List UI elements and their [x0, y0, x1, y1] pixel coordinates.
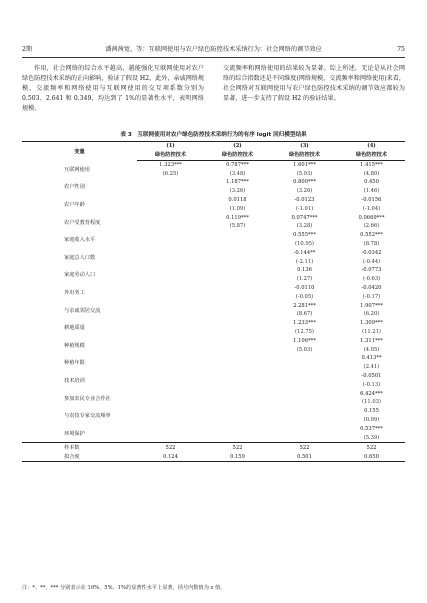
z-value-cell: (2.66): [363, 223, 380, 230]
coefficient-cell: 0.555***: [293, 232, 316, 239]
coefficient-cell: [137, 407, 204, 416]
stat-label: 拟合度: [22, 452, 137, 462]
z-value-cell: (1.46): [363, 188, 380, 195]
coefficient-cell: [137, 372, 204, 381]
coefficient-cell: [204, 266, 271, 275]
coefficient-cell: 0.0747***: [291, 214, 318, 221]
table-row: [22, 160, 405, 169]
coefficient-cell: [271, 424, 338, 433]
stat-value: 0.124: [137, 452, 204, 462]
z-value-cell: (12.75): [295, 329, 314, 336]
z-value-cell: (4.80): [363, 170, 380, 177]
column-number: (3): [271, 142, 338, 150]
row-label: 外出务工: [64, 289, 85, 296]
z-value-cell: [137, 187, 204, 196]
coefficient-cell: [204, 319, 271, 328]
z-value-cell: [204, 328, 271, 337]
row-label: 家庭劳动人口: [64, 272, 96, 279]
coefficient-cell: [137, 354, 204, 363]
coefficient-cell: 0.155: [364, 408, 379, 415]
z-value-cell: [204, 240, 271, 249]
stat-value: 522: [271, 443, 338, 453]
z-value-cell: (4.05): [363, 346, 380, 353]
stat-value: 0.159: [204, 452, 271, 462]
coefficient-cell: -0.0110: [294, 285, 315, 292]
coefficient-cell: [137, 248, 204, 257]
stat-value: 0.501: [271, 452, 338, 462]
coefficient-cell: -0.0342: [361, 249, 382, 256]
coefficient-cell: [204, 231, 271, 240]
z-value-cell: (1.27): [296, 276, 313, 283]
z-value-cell: [204, 416, 271, 425]
stat-value: 522: [204, 443, 271, 453]
row-label: 环境保护: [64, 430, 85, 437]
coefficient-cell: [204, 301, 271, 310]
table-row: [22, 196, 405, 205]
z-value-cell: (3.48): [229, 170, 246, 177]
coefficient-cell: 1.187***: [226, 179, 249, 186]
z-value-cell: [204, 275, 271, 284]
stat-value: 0.650: [338, 452, 405, 462]
row-label: 种植年限: [64, 360, 85, 367]
table-row: [22, 178, 405, 187]
coefficient-cell: 1.601***: [293, 161, 316, 168]
row-label: 种植规模: [64, 342, 85, 349]
header-rule: [22, 57, 405, 58]
z-value-cell: (3.26): [296, 188, 313, 195]
coefficient-cell: [137, 231, 204, 240]
z-value-cell: [204, 257, 271, 266]
coefficient-cell: [204, 424, 271, 433]
z-value-cell: (1.09): [229, 205, 246, 212]
z-value-cell: [271, 398, 338, 407]
column-name: 绿色防控技术: [204, 150, 271, 161]
page-number: 75: [397, 46, 405, 53]
z-value-cell: [137, 416, 204, 425]
z-value-cell: [204, 292, 271, 301]
coefficient-cell: [137, 389, 204, 398]
column-number: (4): [338, 142, 405, 150]
table-row: [22, 231, 405, 240]
table-row: [22, 248, 405, 257]
coefficient-cell: 0.136: [297, 267, 312, 274]
row-label: 技术培训: [64, 377, 85, 384]
coefficient-cell: [137, 266, 204, 275]
table-row: [22, 301, 405, 310]
table-row: [22, 266, 405, 275]
row-label: 耕地质量: [64, 325, 85, 332]
coefficient-cell: 0.800***: [293, 179, 316, 186]
z-value-cell: [137, 275, 204, 284]
running-title: 潘茜茜宽，等：互联网使用与农户绿色防控技术采纳行为：社会网络的调节效应: [105, 46, 322, 53]
coefficient-cell: [204, 284, 271, 293]
coefficient-cell: [204, 372, 271, 381]
z-value-cell: [204, 433, 271, 442]
coefficient-cell: 0.450: [364, 179, 379, 186]
coefficient-cell: 0.0118: [228, 197, 247, 204]
coefficient-cell: -0.0501: [361, 373, 382, 380]
body-column-right: [223, 64, 405, 104]
z-value-cell: (5.87): [229, 223, 246, 230]
coefficient-cell: [137, 424, 204, 433]
row-label: 农户性别: [64, 184, 85, 191]
coefficient-cell: [204, 248, 271, 257]
z-value-cell: (11.03): [362, 399, 381, 406]
column-number: (1): [137, 142, 204, 150]
coefficient-cell: 0.413**: [361, 355, 382, 362]
coefficient-cell: [137, 301, 204, 310]
stat-row: [22, 452, 405, 462]
body-column-left: [22, 64, 204, 114]
z-value-cell: [204, 310, 271, 319]
coefficient-cell: 6.424***: [360, 390, 383, 397]
z-value-cell: (-0.44): [362, 258, 381, 265]
z-value-cell: [137, 398, 204, 407]
table-row: [22, 407, 405, 416]
coefficient-cell: 0.552***: [360, 232, 383, 239]
row-label: 家庭收入水平: [64, 237, 96, 244]
coefficient-cell: [204, 389, 271, 398]
z-value-cell: (3.26): [229, 188, 246, 195]
row-label: 农户受教育程度: [64, 219, 101, 226]
coefficient-cell: [137, 319, 204, 328]
z-value-cell: [271, 363, 338, 372]
coefficient-cell: 1.415***: [360, 161, 383, 168]
column-name: 绿色防控技术: [338, 150, 405, 161]
z-value-cell: [137, 328, 204, 337]
z-value-cell: [204, 380, 271, 389]
coefficient-cell: 1.233***: [293, 320, 316, 327]
coefficient-cell: 1.311***: [360, 337, 383, 344]
coefficient-cell: [137, 284, 204, 293]
coefficient-cell: -0.0773: [361, 267, 382, 274]
coefficient-cell: -0.144**: [293, 249, 316, 256]
z-value-cell: [271, 380, 338, 389]
coefficient-cell: -0.0156: [361, 197, 382, 204]
z-value-cell: [137, 363, 204, 372]
z-value-cell: (-1.04): [362, 205, 381, 212]
table-header-numbers: [22, 142, 405, 150]
z-value-cell: [137, 292, 204, 301]
variable-header: 变量: [22, 142, 137, 161]
z-value-cell: (-2.11): [295, 258, 314, 265]
coefficient-cell: [204, 354, 271, 363]
z-value-cell: [137, 380, 204, 389]
z-value-cell: [137, 310, 204, 319]
z-value-cell: [204, 398, 271, 407]
z-value-cell: [204, 345, 271, 354]
z-value-cell: (6.20): [363, 311, 380, 318]
table-body: [22, 160, 405, 462]
z-value-cell: [271, 416, 338, 425]
row-label: 参加农民专业合作社: [64, 395, 111, 402]
z-value-cell: (0.99): [363, 417, 380, 423]
coefficient-cell: 1.323***: [159, 161, 182, 168]
coefficient-cell: -0.0123: [294, 197, 315, 204]
z-value-cell: (-0.17): [362, 293, 381, 300]
coefficient-cell: [137, 178, 204, 187]
coefficient-cell: 2.281***: [293, 302, 316, 309]
z-value-cell: (8.78): [363, 241, 380, 248]
table-row: [22, 424, 405, 433]
table-row: [22, 336, 405, 345]
z-value-cell: (-0.63): [362, 276, 381, 283]
z-value-cell: (10.95): [295, 241, 314, 248]
column-name: 绿色防控技术: [271, 150, 338, 161]
stat-value: 522: [137, 443, 204, 453]
z-value-cell: (6.25): [162, 170, 179, 177]
coefficient-cell: [204, 336, 271, 345]
coefficient-cell: -0.0420: [361, 285, 382, 292]
column-name: 绿色防控技术: [137, 150, 204, 161]
body-paragraph-right: 交流频率和网络使用的结果较为显著。综上所述，无论是从社会网络的综合指数还是不同维度(网络规模、交流频率和网络使用)来看，社会网络对互联网使用与农户绿色防控技术采纳的调节效应都较为显著，进一步支持了假设 H2 的验证结果。: [223, 65, 405, 102]
table-row: [22, 389, 405, 398]
coefficient-cell: [204, 407, 271, 416]
z-value-cell: [137, 240, 204, 249]
coefficient-cell: [137, 196, 204, 205]
issue-label: 2期: [22, 46, 33, 53]
table-row: [22, 319, 405, 328]
z-value-cell: [137, 345, 204, 354]
row-label: 与农技专家交流频率: [64, 413, 111, 420]
z-value-cell: (8.67): [296, 311, 313, 318]
running-header: [22, 44, 405, 56]
z-value-cell: (5.03): [296, 346, 313, 353]
z-value-cell: (11.21): [362, 329, 381, 336]
coefficient-cell: [271, 354, 338, 363]
body-paragraph-left: 作用，社会网络的综合水平越高，越能强化互联网使用对农户绿色防控技术采纳的正向影响，验证了假设 H2。此外，亲戚网络规模、交流频率和网络使用与互联网使用的交互项系数分别为 0.503、2.641 和 0.349，均达到了 1%的显著性水平，表明网络规模、: [22, 65, 204, 112]
z-value-cell: (-0.05): [295, 293, 314, 300]
coefficient-cell: 1.106***: [293, 337, 316, 344]
column-number: (2): [204, 142, 271, 150]
coefficient-cell: [271, 407, 338, 416]
z-value-cell: [137, 257, 204, 266]
z-value-cell: [271, 433, 338, 442]
table-row: [22, 284, 405, 293]
table-row: [22, 213, 405, 222]
table-row: [22, 372, 405, 381]
stat-label: 样本数: [22, 443, 137, 453]
z-value-cell: (2.41): [363, 364, 380, 371]
coefficient-cell: [137, 213, 204, 222]
stat-row: [22, 443, 405, 453]
row-label: 农户年龄: [64, 201, 85, 208]
coefficient-cell: 0.119***: [226, 214, 249, 221]
z-value-cell: (-0.13): [362, 381, 381, 388]
z-value-cell: [137, 204, 204, 213]
z-value-cell: (3.28): [296, 223, 313, 230]
row-label: 家庭总人口数: [64, 254, 96, 261]
z-value-cell: (5.93): [296, 170, 313, 177]
coefficient-cell: 1.907***: [360, 302, 383, 309]
coefficient-cell: [271, 389, 338, 398]
coefficient-cell: [271, 372, 338, 381]
coefficient-cell: [137, 336, 204, 345]
regression-table: [22, 141, 405, 462]
z-value-cell: [204, 363, 271, 372]
row-label: 互联网使用: [64, 166, 90, 173]
table-note: 注：*、**、*** 分别表示在 10%、5%、1%的显著性水平上显著，括号内数值为 z 值。: [22, 585, 226, 591]
coefficient-cell: 0.537***: [360, 425, 383, 432]
row-label: 与亲戚邻居交流: [64, 307, 101, 314]
table-title: 表 3 互联网使用对农户绿色防控技术采纳行为的有序 logit 回归模型结果: [120, 132, 307, 138]
coefficient-cell: 0.787***: [226, 161, 249, 168]
coefficient-cell: 0.0669***: [358, 214, 385, 221]
z-value-cell: [137, 433, 204, 442]
z-value-cell: (-1.01): [295, 205, 314, 212]
table-row: [22, 354, 405, 363]
coefficient-cell: 1.309***: [360, 320, 383, 327]
z-value-cell: (5.39): [363, 434, 380, 441]
z-value-cell: [137, 222, 204, 231]
stat-value: 522: [338, 443, 405, 453]
